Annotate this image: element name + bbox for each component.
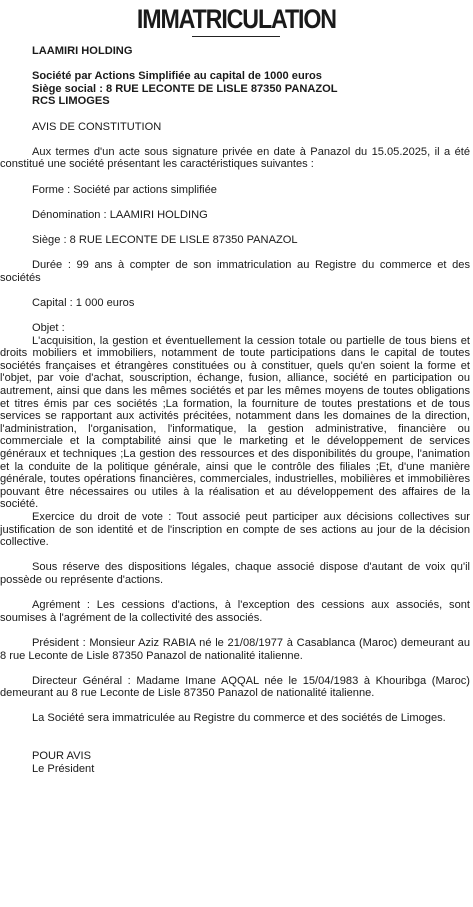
immatriculation-note: La Société sera immatriculée au Registre du commerce et des sociétés de Limoges. [32, 712, 446, 725]
agrement-paragraph: Agrément : Les cessions d'actions, à l'exception des cessions aux associés, sont soumises à l'agrément de la collectivité des associés. [0, 599, 470, 624]
droit-vote-paragraph: Exercice du droit de vote : Tout associé peut participer aux décisions collectives sur justification de son identité et de l'inscription en compte de ses actions au jour de la décision collective. [0, 510, 470, 549]
company-name: LAAMIRI HOLDING [32, 45, 133, 57]
signature-line-2: Le Président [32, 762, 95, 775]
company-capital-line: Société par Actions Simplifiée au capital de 1000 euros [32, 70, 322, 83]
forme-field: Forme : Société par actions simplifiée [32, 183, 217, 196]
signature-line-1: POUR AVIS [32, 750, 91, 763]
denomination-field: Dénomination : LAAMIRI HOLDING [32, 208, 208, 221]
siege-field: Siège : 8 RUE LECONTE DE LISLE 87350 PANAZOL [32, 233, 298, 246]
objet-paragraph: L'acquisition, la gestion et éventuellement la cession totale ou partielle de tous biens et droits mobiliers et immobiliers, notamment de toute participations dans le capital de toutes sociétés françaises et étrangères constituées ou à constituer, quels qu'en soient la forme et l'objet, par voie d'achat, souscription, échange, fusion, alliance, société en participation ou autrement, ainsi que dans les mêmes sociétés et par les mêmes moyens de toutes obligations et titres émis par ces sociétés ;La formation, la fourniture de toutes prestations et de tous services se rapportant aux activités précitées, notamment dans les domaines de la direction, l'administration, l'organisation, l'informatique, la gestion administrative, financière ou commerciale et la comptabilité ainsi que le marketing et le développement de services généraux et techniques ;La gestion des ressources et des disponibilités du groupe, l'animation et la conduite de la politique générale, ainsi que le contrôle des filiales ;Et, d'une manière générale, toutes opérations financières, commerciales, industrielles, mobilières et immobilières pouvant être nécessaires ou utiles à la réalisation et au développement des affaires de la société. [0, 334, 470, 511]
capital-field: Capital : 1 000 euros [32, 296, 135, 309]
heading-underline [192, 36, 280, 37]
company-address-line: Siège social : 8 RUE LECONTE DE LISLE 87350 PANAZOL [32, 82, 338, 95]
notice-title: AVIS DE CONSTITUTION [32, 120, 162, 133]
reserve-paragraph: Sous réserve des dispositions légales, chaque associé dispose d'autant de voix qu'il possède ou représente d'actions. [0, 561, 470, 586]
objet-label: Objet : [32, 322, 65, 335]
intro-paragraph: Aux termes d'un acte sous signature privée en date à Panazol du 15.05.2025, il a été constitué une société présentant les caractéristiques suivantes : [0, 145, 470, 171]
directeur-paragraph: Directeur Général : Madame Imane AQQAL née le 15/04/1983 à Khouribga (Maroc) demeurant au 8 rue Leconte de Lisle 87350 Panazol de nationalité italienne. [0, 674, 470, 700]
company-rcs-line: RCS LIMOGES [32, 95, 110, 108]
duree-field: Durée : 99 ans à compter de son immatriculation au Registre du commerce et des sociétés [0, 259, 470, 284]
notice-heading: IMMATRICULATION [136, 4, 336, 34]
president-paragraph: Président : Monsieur Aziz RABIA né le 21/08/1977 à Casablanca (Maroc) demeurant au 8 rue Leconte de Lisle 87350 Panazol de nationalité italienne. [0, 636, 470, 662]
notice-body [0, 45, 470, 775]
